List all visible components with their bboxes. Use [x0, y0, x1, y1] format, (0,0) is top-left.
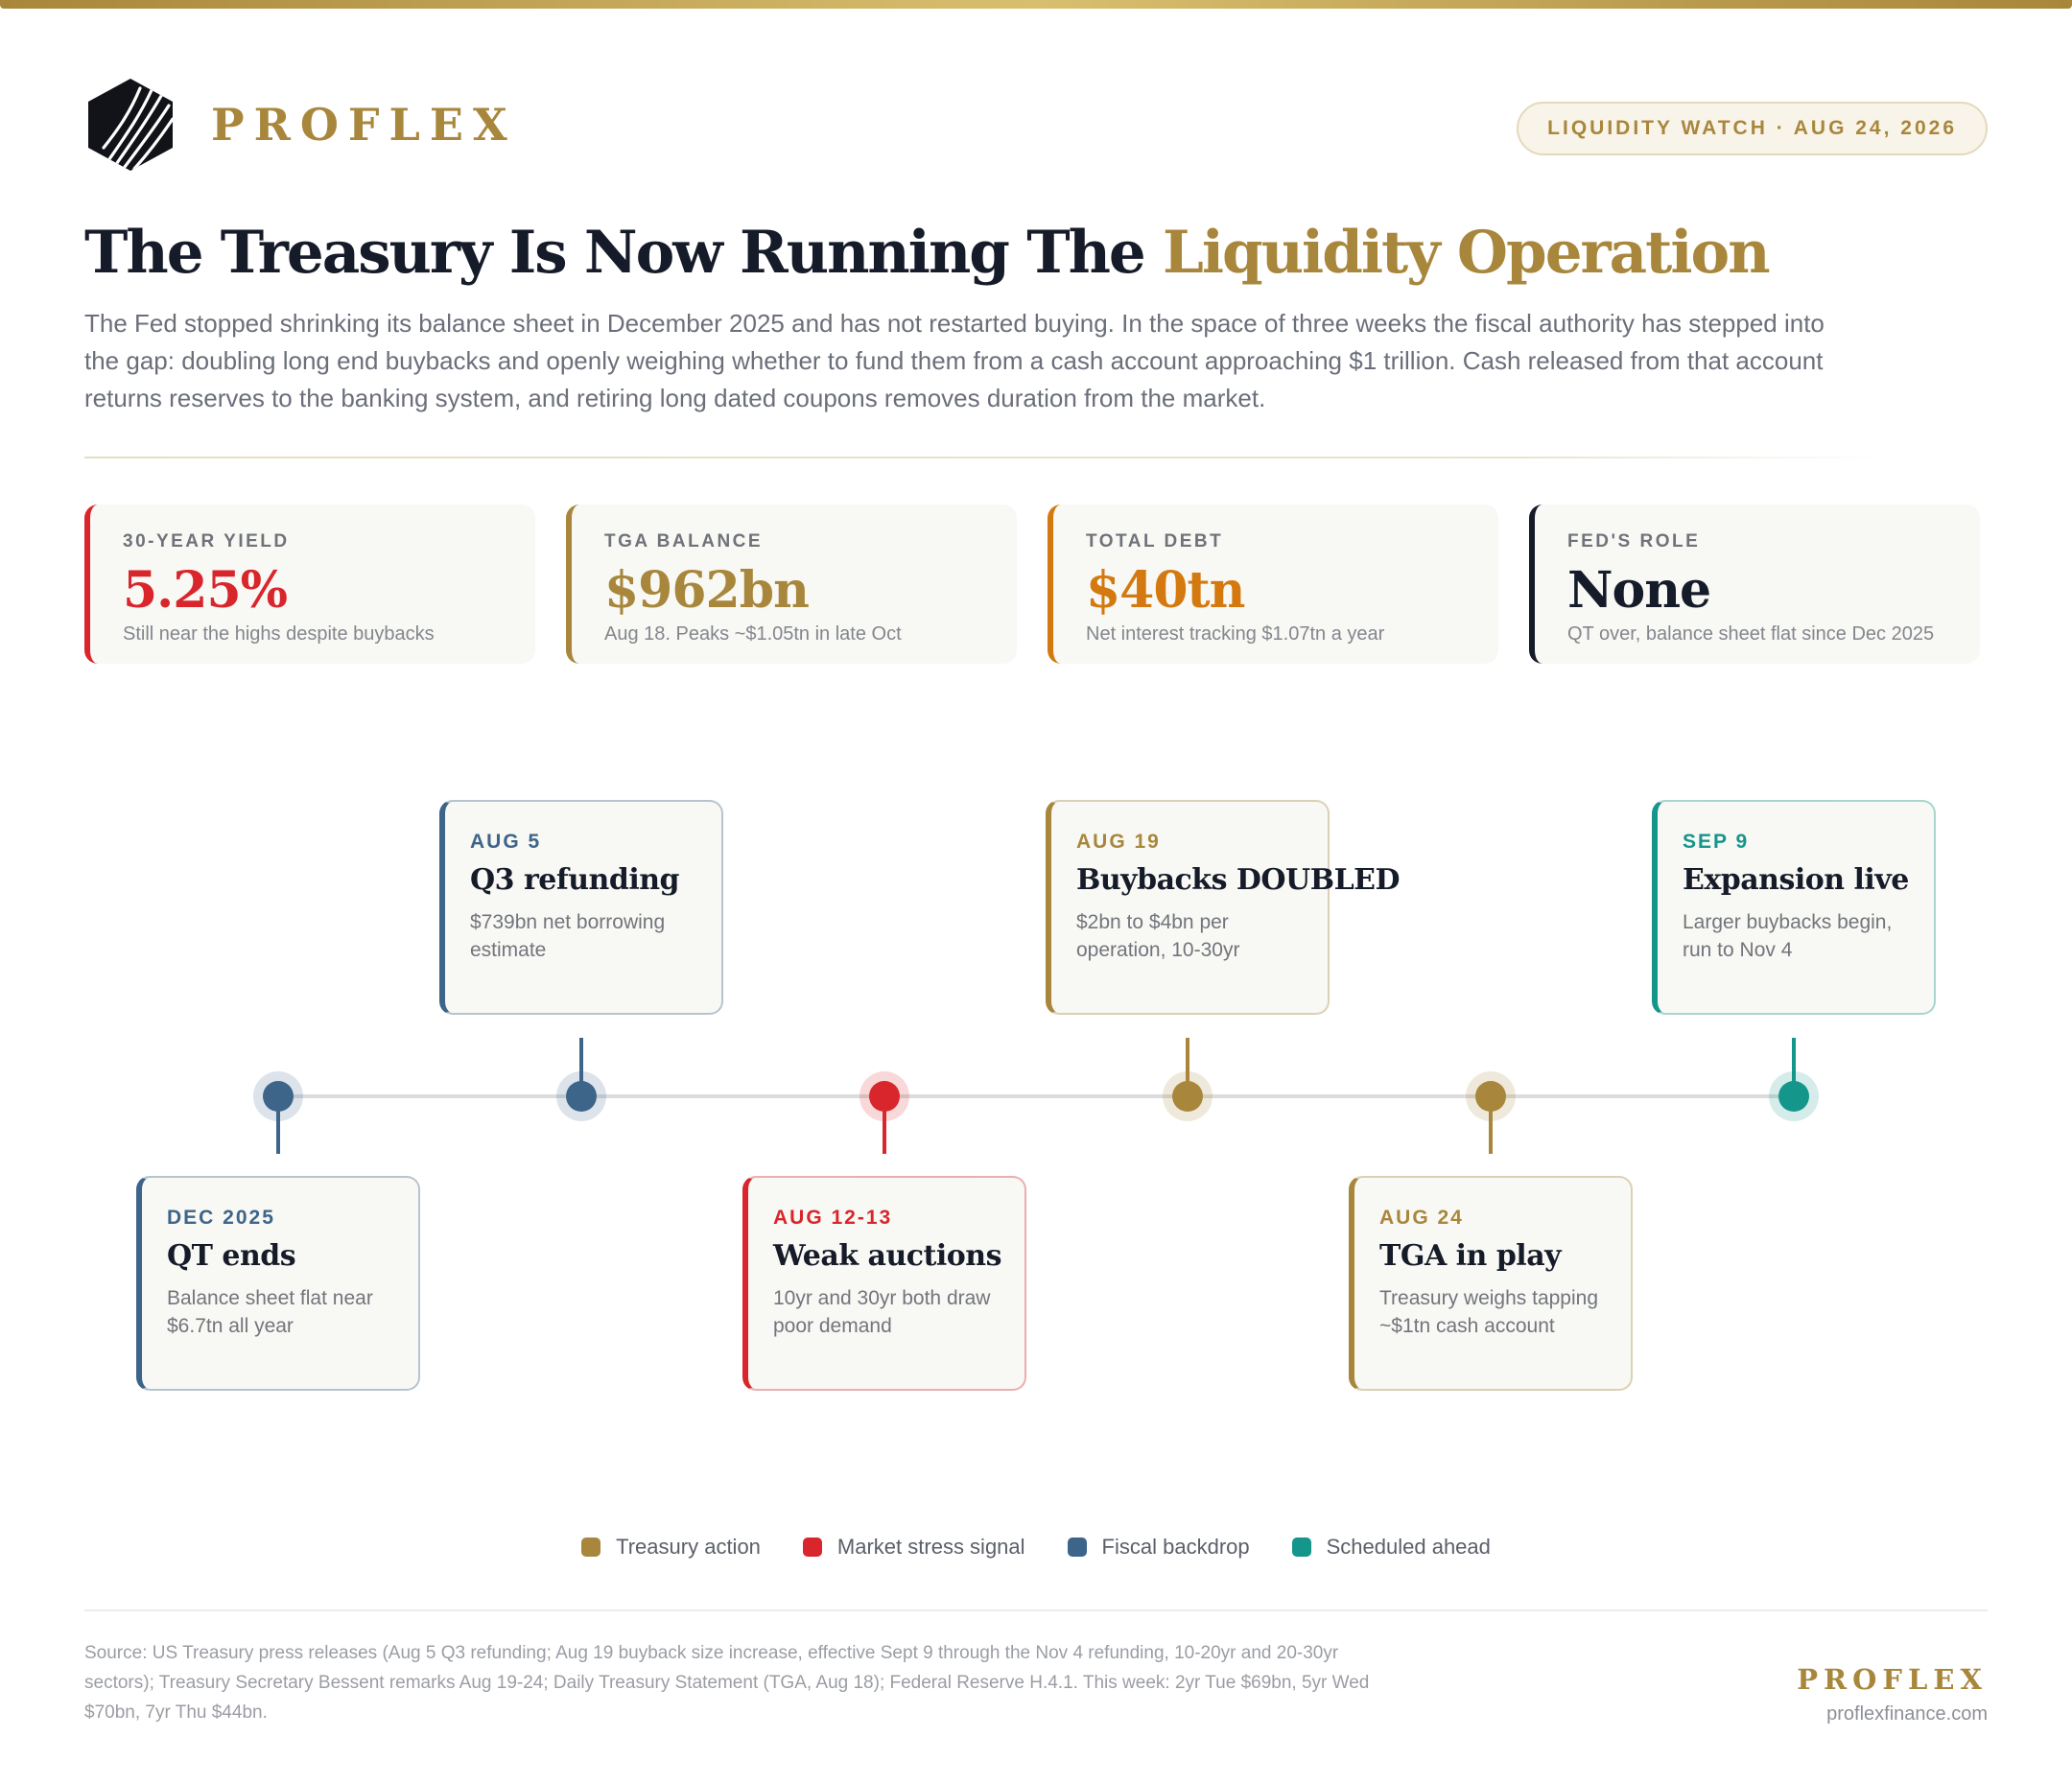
stat-label: 30-YEAR YIELD: [123, 531, 290, 552]
event-date: AUG 24: [1379, 1207, 1464, 1229]
legend-item: [1068, 1535, 1250, 1560]
event-date: AUG 12-13: [773, 1207, 893, 1229]
date-badge: LIQUIDITY WATCH · AUG 24, 2026: [1517, 102, 1988, 155]
intro-paragraph: The Fed stopped shrinking its balance sheet in December 2025 and has not restarted buying. In the space of three weeks the fiscal authority has stepped into the gap: doubling long end buybacks and openly weighing whether to fund them from a cash account approaching $1 trillion. Cash released from that account returns reserves to the banking system, and retiring long dated coupons removes duration from the market.: [84, 309, 1825, 412]
event-description: $739bn net borrowing estimate: [470, 911, 666, 961]
footer-divider: [84, 1609, 1988, 1611]
source-note: Source: US Treasury press releases (Aug 5 Q3 refunding; Aug 19 buyback size increase, effective Sept 9 through the Nov 4 refunding, 10-20yr and 20-30yr sectors); Treasury Secretary Bessent remarks Aug 19-24; Daily Treasury Statement (TGA, Aug 18); Federal Reserve H.4.1. This week: 2yr Tue $69bn, 5yr Wed $70bn, 7yr Thu $44bn.: [84, 1643, 1370, 1723]
stat-value: 5.25%: [123, 561, 288, 620]
legend-label: Scheduled ahead: [1326, 1535, 1491, 1559]
event-description: $2bn to $4bn per operation, 10-30yr: [1076, 911, 1240, 961]
event-title: Q3 refunding: [470, 863, 680, 897]
legend-label: Treasury action: [616, 1535, 761, 1559]
stat-card-fed: [1529, 505, 1980, 664]
event-description: Larger buybacks begin, run to Nov 4: [1683, 911, 1893, 961]
timeline-node[interactable]: [1172, 1081, 1203, 1112]
timeline-node[interactable]: [1475, 1081, 1506, 1112]
timeline-node[interactable]: [566, 1081, 597, 1112]
stat-card-debt: [1048, 505, 1498, 664]
timeline-node[interactable]: [263, 1081, 294, 1112]
event-card-q3-refunding[interactable]: [439, 800, 723, 1015]
stat-card-tga: [566, 505, 1017, 664]
stat-label: FED'S ROLE: [1567, 531, 1701, 552]
header-logo[interactable]: [84, 77, 517, 173]
stat-note: Aug 18. Peaks ~$1.05tn in late Oct: [604, 623, 902, 645]
legend-label: Fiscal backdrop: [1101, 1535, 1250, 1559]
stat-value: None: [1567, 561, 1711, 620]
event-date: AUG 19: [1076, 831, 1161, 853]
timeline-connector: [1489, 1110, 1493, 1154]
timeline-connector: [276, 1110, 280, 1154]
legend-swatch: [803, 1538, 822, 1557]
legend-swatch: [1068, 1538, 1087, 1557]
legend-item: [581, 1535, 761, 1560]
timeline-node[interactable]: [869, 1081, 900, 1112]
legend-item: [1292, 1535, 1491, 1560]
section-divider: [84, 457, 1888, 458]
timeline-connector: [883, 1110, 886, 1154]
event-description: Treasury weighs tapping ~$1tn cash account: [1379, 1287, 1599, 1337]
stat-card-yield: [84, 505, 535, 664]
legend-swatch: [1292, 1538, 1311, 1557]
event-title: TGA in play: [1379, 1239, 1562, 1273]
event-date: AUG 5: [470, 831, 542, 853]
stat-label: TOTAL DEBT: [1086, 531, 1224, 552]
brand-name: PROFLEX: [211, 99, 517, 151]
footer-url-link[interactable]: proflexfinance.com: [1826, 1703, 1988, 1725]
event-date: DEC 2025: [167, 1207, 275, 1229]
event-description: Balance sheet flat near $6.7tn all year: [167, 1287, 373, 1337]
timeline-connector: [1792, 1038, 1796, 1082]
title-accent: Liquidity Operation: [1162, 219, 1769, 287]
footer-brand: PROFLEX: [1797, 1663, 1988, 1696]
stat-note: Net interest tracking $1.07tn a year: [1086, 623, 1385, 645]
stat-note: Still near the highs despite buybacks: [123, 623, 435, 645]
stat-note: QT over, balance sheet flat since Dec 2025: [1567, 623, 1935, 645]
top-accent-bar: [0, 0, 2072, 9]
legend-swatch: [581, 1538, 600, 1557]
timeline-connector: [579, 1038, 583, 1082]
stat-label: TGA BALANCE: [604, 531, 764, 552]
event-title: Weak auctions: [773, 1239, 1001, 1273]
legend: [0, 1535, 2072, 1560]
proflex-logo-icon: [84, 77, 177, 173]
event-description: 10yr and 30yr both draw poor demand: [773, 1287, 991, 1337]
timeline-node[interactable]: [1778, 1081, 1809, 1112]
timeline-axis: [278, 1094, 1794, 1098]
event-card-tga-in-play[interactable]: [1349, 1176, 1633, 1391]
event-title: Expansion live: [1683, 863, 1909, 897]
legend-label: Market stress signal: [836, 1535, 1025, 1559]
event-card-expansion-live[interactable]: [1652, 800, 1936, 1015]
event-date: SEP 9: [1683, 831, 1750, 853]
legend-item: [803, 1535, 1025, 1560]
stat-value: $40tn: [1086, 561, 1245, 620]
event-title: Buybacks DOUBLED: [1076, 863, 1401, 897]
title-main: The Treasury Is Now Running The: [84, 219, 1163, 287]
event-card-weak-auctions[interactable]: [742, 1176, 1026, 1391]
event-card-buybacks-doubled[interactable]: [1046, 800, 1401, 1015]
event-title: QT ends: [167, 1239, 296, 1273]
timeline-connector: [1186, 1038, 1189, 1082]
stat-value: $962bn: [604, 561, 809, 620]
page-title: [84, 219, 1769, 287]
event-card-qt-ends[interactable]: [136, 1176, 420, 1391]
